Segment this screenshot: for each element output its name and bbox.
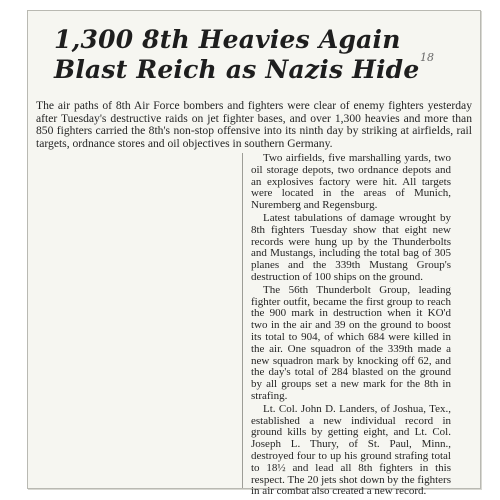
newspaper-clipping [27, 10, 481, 498]
headline-line-2: Blast Reich as Nazis Hide [54, 55, 420, 84]
body-paragraph-1: Two airfields, five marshalling yards, two oil storage depots, two ordnance depots and an explosives factory were hit. All targets were located in the areas of Munich, Nuremberg and Regensburg. [251, 152, 451, 212]
body-paragraph-3: The 56th Thunderbolt Group, leading fighter outfit, became the first group to reach the 900 mark in destruction when it KO'd two in the air and 39 on the ground to boost its total to 904, of which 684 were killed in the air. One squadron of the 339th made a new squadron mark by knocking off 62, and the day's total of 284 blasted on the ground by all groups set a new mark for the 8th in strafing. [251, 283, 451, 402]
body-column [242, 152, 451, 498]
body-paragraph-4: Lt. Col. John D. Landers, of Joshua, Tex., established a new individual record in ground kills by getting eight, and Lt. Col. Joseph L. Thury, of St. Paul, Minn., destroyed four to up his ground strafing total to 18½ and lead all 8th fighters in this respect. The 20 jets shot down by the fighters in air combat also created a new record. [251, 402, 451, 498]
headline [54, 25, 419, 85]
body-paragraph-2: Latest tabulations of damage wrought by 8th fighters Tuesday show that eight new records were hung up by the Thunderbolts and Mustangs, including the total bag of 305 planes and the 339th Mustang Group's destruction of 100 ships on the ground. [251, 211, 451, 283]
lead-paragraph: The air paths of 8th Air Force bombers and fighters were clear of enemy fighters yesterday after Tuesday's destructive raids on jet fighter bases, and over 1,300 heavies and more than 850 fighters carried the 8th's non-stop offensive into its ninth day by striking at airfields, rail targets, ordnance stores and oil objectives in southern Germany. [36, 99, 472, 150]
headline-line-1: 1,300 8th Heavies Again [54, 25, 401, 54]
handwritten-note: 18 [420, 51, 434, 64]
